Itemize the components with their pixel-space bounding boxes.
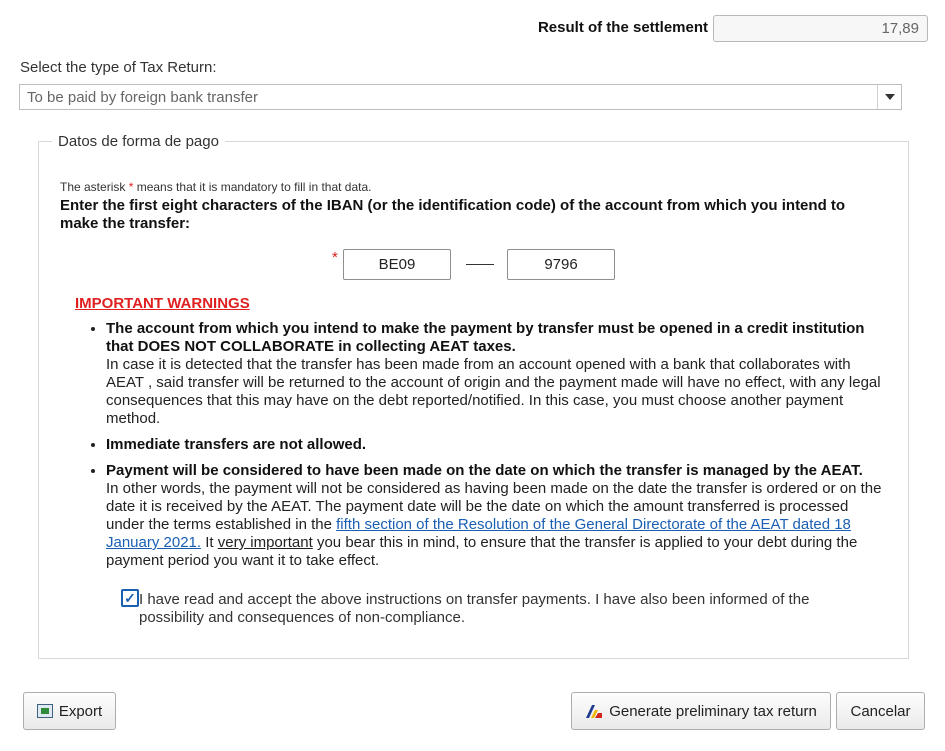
accept-instructions-checkbox[interactable] [121, 589, 139, 607]
payment-data-legend: Datos de forma de pago [52, 133, 225, 150]
result-label: Result of the settlement [537, 19, 708, 36]
warning-1-heading-b: DOES NOT COLLABORATE [137, 338, 335, 355]
asterisk-note-suffix: means that it is mandatory to fill in that data. [133, 180, 372, 194]
chevron-down-icon [885, 94, 895, 100]
export-icon [37, 704, 53, 718]
warning-3-underline: very important [217, 534, 313, 551]
cancel-button[interactable]: Cancelar [836, 692, 925, 730]
warning-1-text: In case it is detected that the transfer has been made from an account opened with a bank that collaborates with AEAT , said transfer will be returned to the account of origin and the payment made will have no effect, with any legal consequences that this may have on the debt reported/notified. In this case, you must choose another payment method. [106, 356, 881, 427]
iban-second-field[interactable]: 9796 [507, 249, 615, 280]
accept-instructions-label: I have read and accept the above instructions on transfer payments. I have also been informed of the possibility and consequences of non-compliance. [139, 591, 810, 626]
required-asterisk: * [332, 249, 338, 266]
warning-1-heading-c: in collecting AEAT taxes. [334, 338, 516, 355]
generate-button-label: Generate preliminary tax return [609, 702, 817, 720]
export-button-label: Export [58, 702, 103, 720]
tax-return-type-select[interactable] [19, 84, 902, 110]
warning-3-text-c: you bear this in mind, to ensure that the transfer is applied to your debt during the payment period you want it to take effect. [106, 534, 858, 569]
warning-item [106, 436, 886, 454]
result-value-field[interactable]: 17,89 [713, 15, 928, 42]
iban-instruction: Enter the first eight characters of the IBAN (or the identification code) of the account from which you intend to make the transfer: [60, 197, 846, 232]
tax-return-type-value: To be paid by foreign bank transfer [27, 88, 258, 106]
export-button[interactable] [23, 692, 116, 730]
resolution-link[interactable]: fifth section of the Resolution of the General Directorate of the AEAT dated 18 January 2021. [106, 516, 851, 551]
warning-3-text-b: It [201, 534, 218, 551]
dropdown-button[interactable] [877, 85, 901, 109]
checkmark-icon: ✓ [124, 590, 136, 606]
tax-return-type-label: Select the type of Tax Return: [20, 59, 217, 76]
warning-3-heading: Payment will be considered to have been made on the date on which the transfer is managed by the AEAT. [106, 462, 863, 479]
asterisk-note-prefix: The asterisk [60, 180, 129, 194]
warning-3-text-a: In other words, the payment will not be considered as having been made on the date the transfer is ordered or on the date it is received by the AEAT. The payment date will be the date on which the amount transferred is processed under the terms established in the [106, 480, 882, 533]
asterisk-note [60, 180, 372, 194]
iban-first-field[interactable]: BE09 [343, 249, 451, 280]
warning-1-heading [106, 320, 864, 355]
warning-1-heading-a: The account from which you intend to make the payment by transfer must be opened in a credit institution that [106, 320, 865, 355]
warning-item [106, 320, 886, 428]
warning-item [106, 462, 886, 570]
warnings-list [86, 320, 886, 578]
generate-preliminary-return-button[interactable] [571, 692, 831, 730]
important-warnings-title: IMPORTANT WARNINGS [75, 295, 250, 312]
aeat-logo-icon [585, 703, 603, 719]
asterisk-symbol: * [128, 180, 134, 194]
warning-2-heading: Immediate transfers are not allowed. [106, 436, 367, 453]
iban-separator [466, 264, 494, 265]
